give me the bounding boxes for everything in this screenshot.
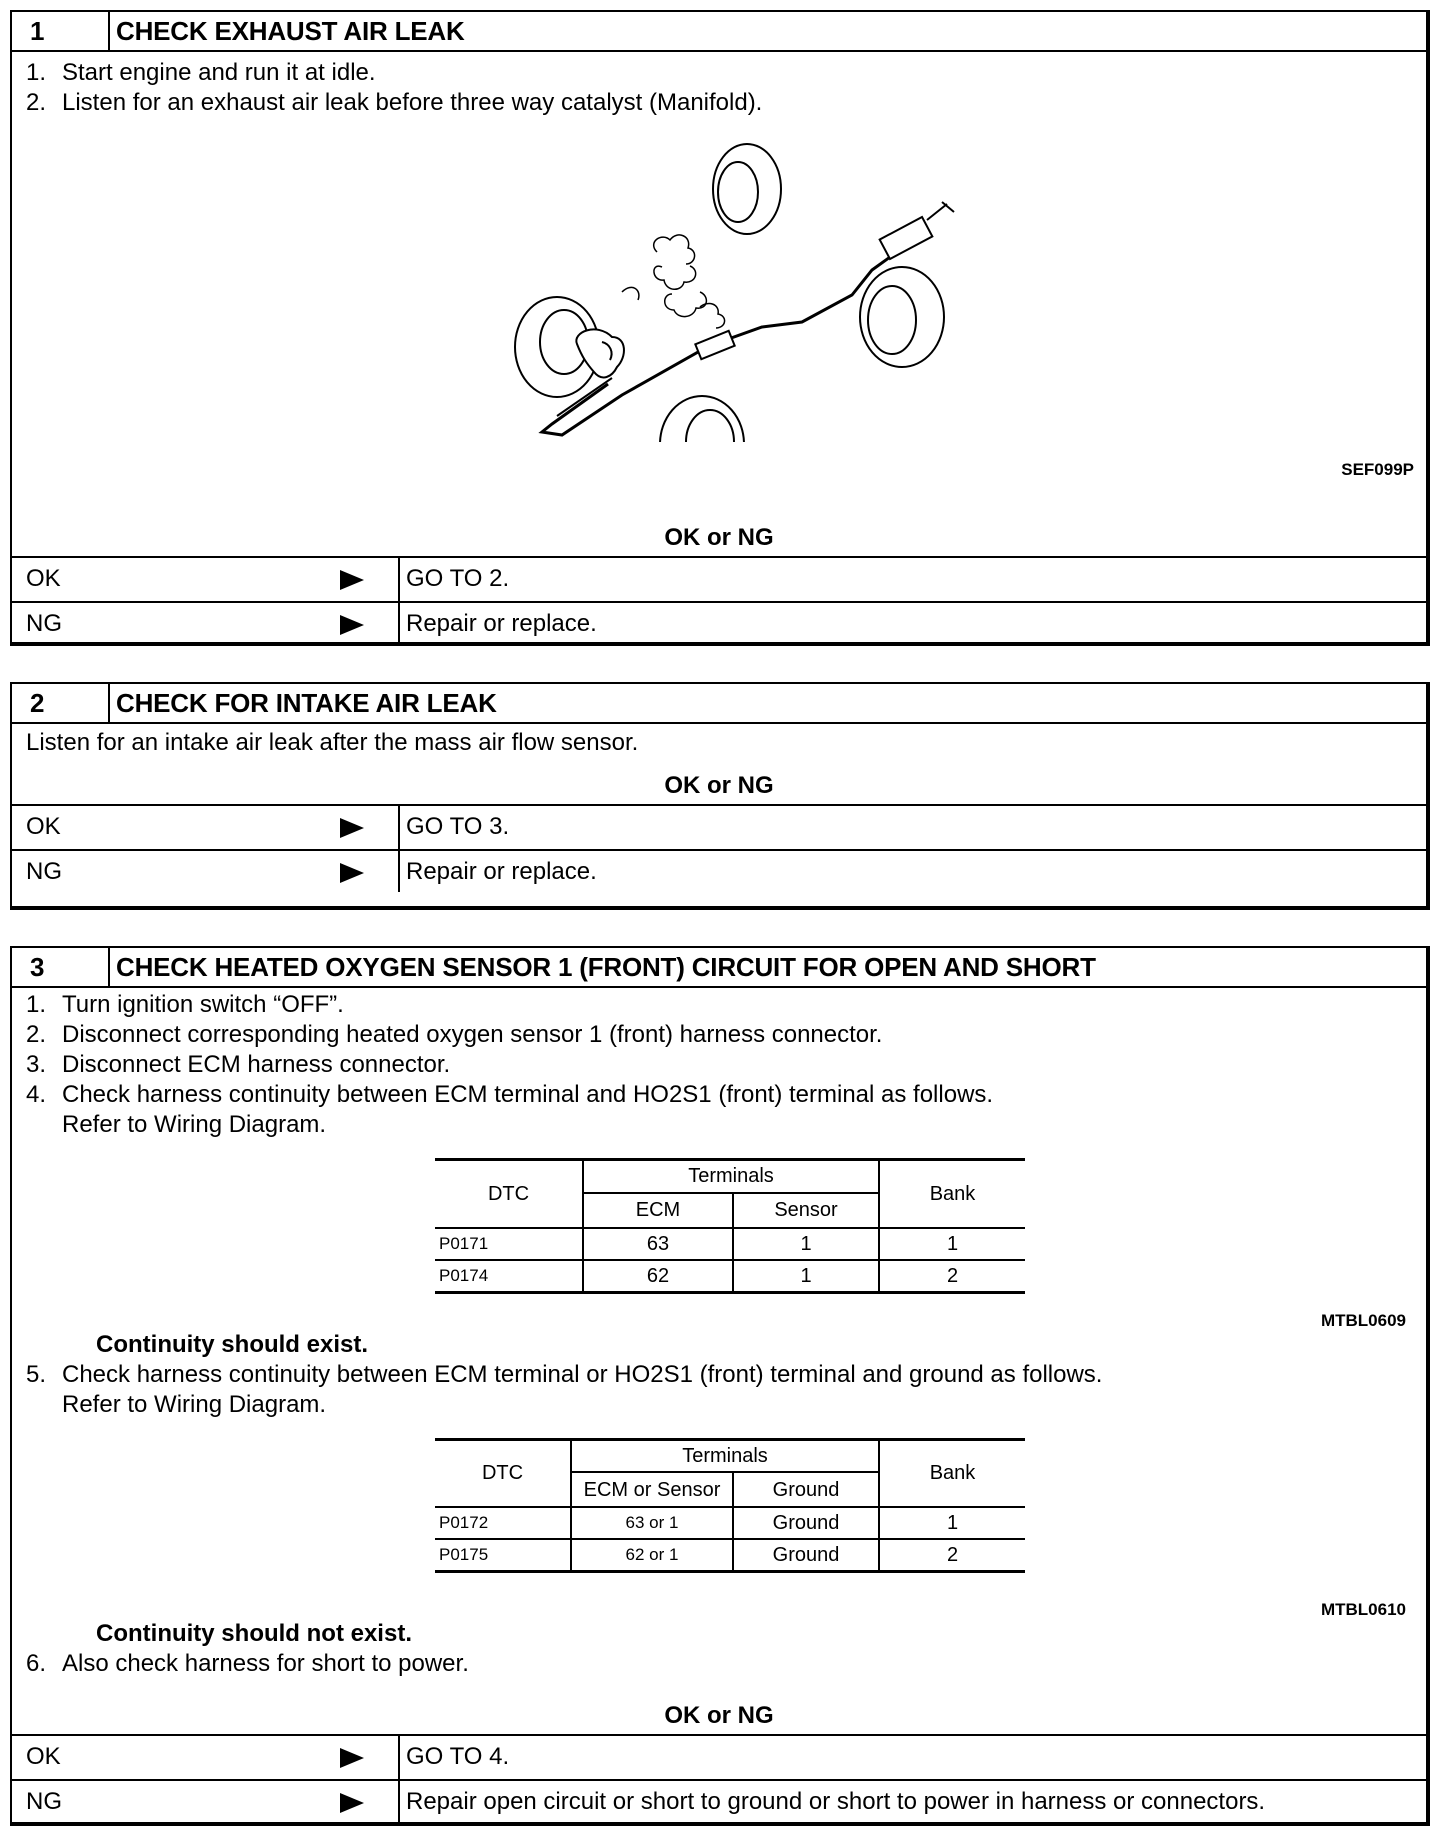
figure-code: SEF099P <box>1341 460 1414 479</box>
arrow-right-icon <box>340 1748 364 1768</box>
table-row: P0172 63 or 1 Ground 1 <box>435 1507 1025 1539</box>
col-header-terminals: Terminals <box>583 1160 879 1193</box>
step-number: 1 <box>12 12 110 50</box>
step-title: CHECK EXHAUST AIR LEAK <box>116 16 465 46</box>
table-row: P0175 62 or 1 Ground 2 <box>435 1539 1025 1572</box>
instruction-item: 2. Disconnect corresponding heated oxygen sensor 1 (front) harness connector. <box>26 1021 883 1048</box>
col-header-dtc: DTC <box>435 1160 583 1228</box>
instruction-item: 2. Listen for an exhaust air leak before three way catalyst (Manifold). <box>26 89 763 116</box>
arrow-right-icon <box>340 1793 364 1813</box>
ok-or-ng-title: OK or NG <box>12 1696 1426 1736</box>
col-header-sensor: Sensor <box>733 1193 879 1228</box>
refer-note: Refer to Wiring Diagram. <box>62 1390 327 1418</box>
result-row-ok <box>12 1736 1426 1779</box>
col-header-ground: Ground <box>733 1472 879 1507</box>
col-header-bank: Bank <box>879 1160 1025 1228</box>
wheel-icon <box>660 396 744 442</box>
step-number: 3 <box>12 948 110 986</box>
wheel-icon <box>713 144 781 234</box>
result-value: GO TO 4. <box>406 1743 510 1770</box>
step-2-body <box>12 724 1426 766</box>
step-title: CHECK HEATED OXYGEN SENSOR 1 (FRONT) CIRCUIT FOR OPEN AND SHORT <box>116 952 1096 982</box>
result-value: GO TO 2. <box>406 565 510 592</box>
arrow-right-icon <box>340 570 364 590</box>
table-row: P0174 62 1 2 <box>435 1260 1025 1293</box>
col-header-bank: Bank <box>879 1439 1025 1507</box>
smoke-icon <box>622 235 725 328</box>
continuity-table-a <box>435 1158 1025 1294</box>
instruction-item: 5. Check harness continuity between ECM terminal or HO2S1 (front) terminal and ground as follows. <box>26 1360 1103 1388</box>
result-row-ng <box>12 849 1426 892</box>
refer-note: Refer to Wiring Diagram. <box>62 1111 327 1138</box>
result-key: NG <box>26 610 62 637</box>
result-key: OK <box>26 1743 61 1770</box>
col-header-dtc: DTC <box>435 1439 571 1507</box>
result-row-ok <box>12 806 1426 849</box>
step-title: CHECK FOR INTAKE AIR LEAK <box>116 688 497 718</box>
instruction-item: 1. Start engine and run it at idle. <box>26 59 376 86</box>
ok-or-ng-title: OK or NG <box>12 518 1426 558</box>
result-row-ng <box>12 1779 1426 1822</box>
continuity-table-b <box>435 1438 1025 1574</box>
result-value: GO TO 3. <box>406 813 510 840</box>
result-row-ng <box>12 601 1426 644</box>
continuity-note: Continuity should exist. <box>96 1330 369 1358</box>
instruction-item: 6. Also check harness for short to power. <box>26 1650 469 1677</box>
step-2-header <box>12 684 1426 724</box>
instruction-item: 4. Check harness continuity between ECM terminal and HO2S1 (front) terminal as follows. <box>26 1081 994 1108</box>
instruction-item: 1. Turn ignition switch “OFF”. <box>26 991 344 1018</box>
result-value: Repair open circuit or short to ground or short to power in harness or connectors. <box>406 1788 1266 1815</box>
ok-or-ng-title: OK or NG <box>12 766 1426 806</box>
step-number: 2 <box>12 684 110 722</box>
result-value: Repair or replace. <box>406 610 597 637</box>
arrow-right-icon <box>340 818 364 838</box>
instruction-text: Listen for an intake air leak after the mass air flow sensor. <box>26 729 639 756</box>
step-1-header <box>12 12 1426 52</box>
step-1-body <box>12 52 1426 518</box>
result-key: OK <box>26 813 61 840</box>
result-key: NG <box>26 1788 62 1815</box>
col-header-terminals: Terminals <box>571 1439 879 1472</box>
exhaust-leak-illustration <box>502 132 962 442</box>
wheel-icon <box>860 267 944 367</box>
instruction-item: 3. Disconnect ECM harness connector. <box>26 1051 451 1078</box>
result-value: Repair or replace. <box>406 858 597 885</box>
figure-code: MTBL0610 <box>1320 1600 1406 1619</box>
step-2 <box>10 682 1430 910</box>
result-key: OK <box>26 565 61 592</box>
arrow-right-icon <box>340 863 364 883</box>
figure-code: MTBL0609 <box>1320 1310 1406 1330</box>
step-3-body <box>12 988 1426 1696</box>
arrow-right-icon <box>340 615 364 635</box>
col-header-ecm: ECM <box>583 1193 733 1228</box>
table-row: P0171 63 1 1 <box>435 1228 1025 1260</box>
col-header-ecm-or-sensor: ECM or Sensor <box>571 1472 733 1507</box>
step-1 <box>10 10 1430 646</box>
continuity-note: Continuity should not exist. <box>96 1620 412 1647</box>
step-3-header <box>12 948 1426 988</box>
result-row-ok <box>12 558 1426 601</box>
step-3 <box>10 946 1430 1826</box>
result-key: NG <box>26 858 62 885</box>
